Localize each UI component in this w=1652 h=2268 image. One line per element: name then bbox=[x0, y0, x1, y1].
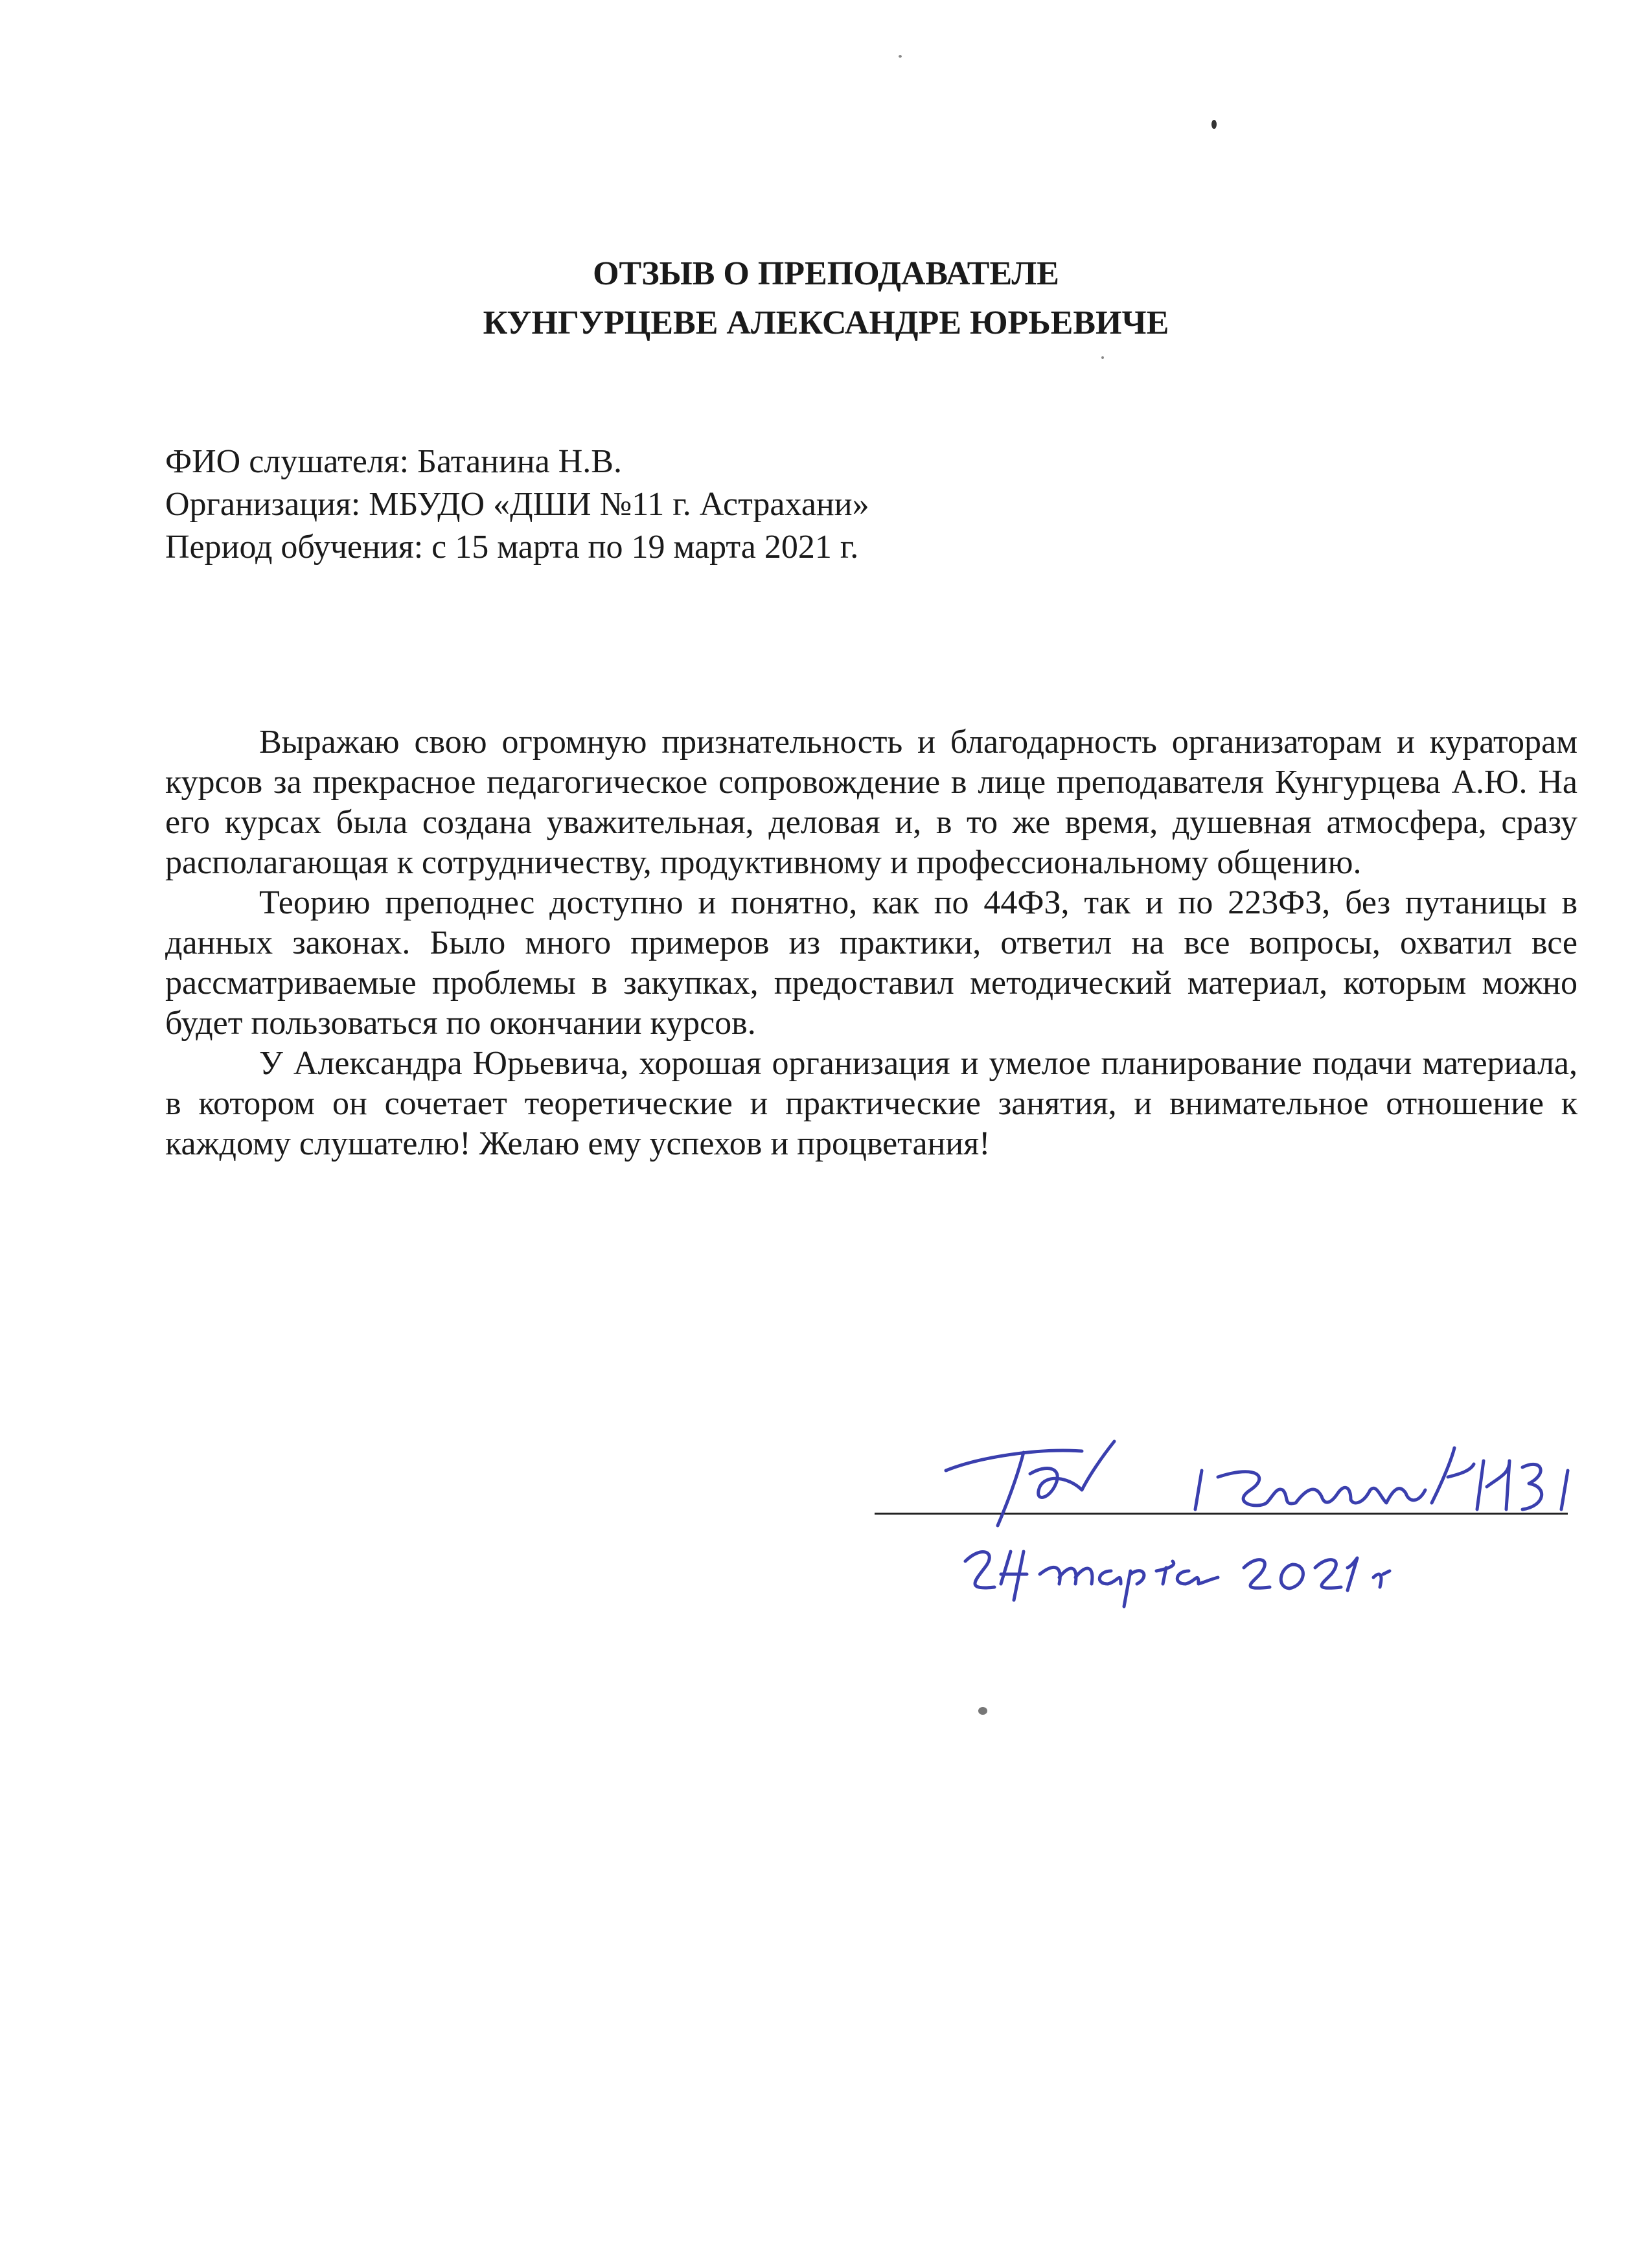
signature-block bbox=[868, 1412, 1587, 1632]
scan-speck bbox=[899, 55, 902, 58]
title-line-2: КУНГУРЦЕВЕ АЛЕКСАНДРЕ ЮРЬЕВИЧЕ bbox=[483, 304, 1169, 341]
paragraph-wishes: У Александра Юрьевича, хорошая организация и умелое планирование подачи материала, в котором он сочетает теоретические и практические занятия, и внимательное отношение к каждому слушателю! Желаю ему успехов и процветания! bbox=[165, 1045, 1577, 1162]
paragraph-gratitude: Выражаю свою огромную признательность и благодарность организаторам и кураторам курсов за прекрасное педагогическое сопровождение в лице преподавателя Кунгурцева А.Ю. На его курсах была создана уважительная, деловая и, в то же время, душевная атмосфера, сразу располагающая к сотрудничеству, продуктивному и профессиональному общению. bbox=[165, 724, 1577, 881]
handwritten-signature bbox=[868, 1412, 1587, 1632]
document-title bbox=[0, 249, 1652, 348]
organization: Организация: МБУДО «ДШИ №11 г. Астрахани» bbox=[165, 486, 869, 523]
student-name: ФИО слушателя: Батанина Н.В. bbox=[165, 443, 622, 480]
title-line-1: ОТЗЫВ О ПРЕПОДАВАТЕЛЕ bbox=[593, 255, 1059, 292]
review-body bbox=[165, 722, 1577, 1164]
scan-speck bbox=[1101, 356, 1104, 359]
scan-speck bbox=[1211, 120, 1217, 129]
scan-speck bbox=[978, 1707, 987, 1715]
paragraph-theory: Теорию преподнес доступно и понятно, как по 44ФЗ, так и по 223ФЗ, без путаницы в данных законах. Было много примеров из практики, ответил на все вопросы, охватил все рассматриваемые проблемы в закупках, предоставил методический материал, которым можно будет пользоваться по окончании курсов. bbox=[165, 884, 1577, 1042]
study-period: Период обучения: с 15 марта по 19 марта 2021 г. bbox=[165, 529, 859, 566]
listener-info bbox=[165, 441, 869, 569]
